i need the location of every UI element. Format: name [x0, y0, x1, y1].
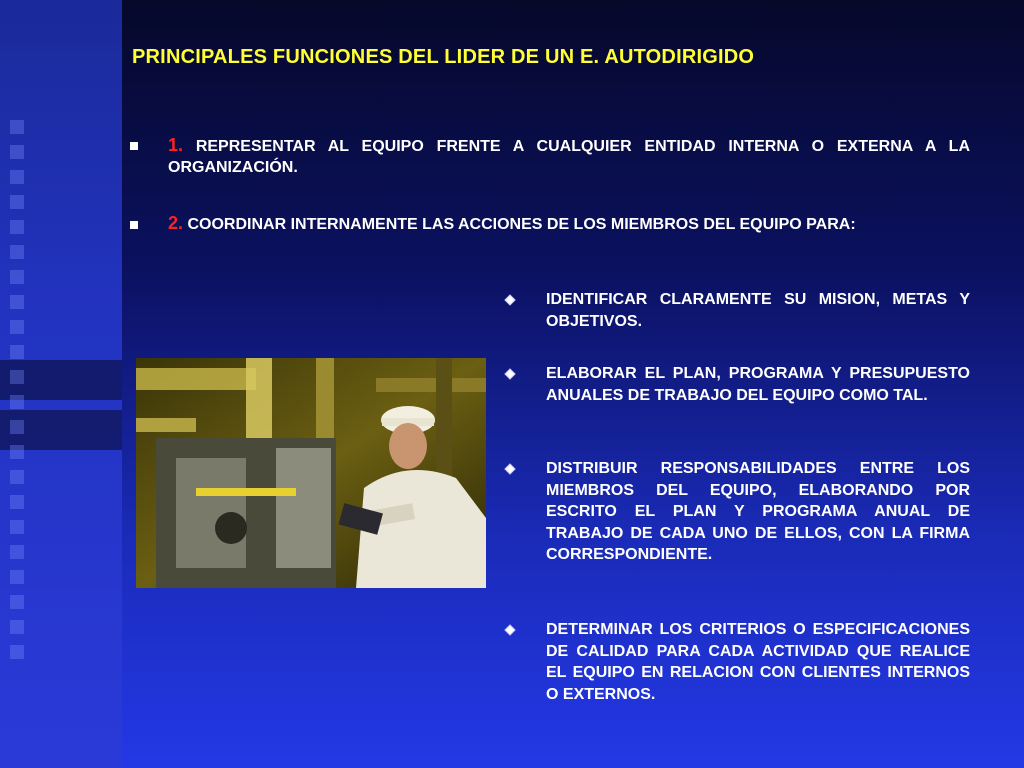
diamond-bullet-icon: [504, 368, 515, 379]
square-bullet-icon: [130, 142, 138, 150]
subpoint-3: DISTRIBUIR RESPONSABILIDADES ENTRE LOS MIEMBROS DEL EQUIPO, ELABORANDO POR ESCRITO EL PLAN Y PROGRAMA ANUAL DE TRABAJO DE CADA UNO DE ELLOS, CON LA FIRMA CORRESPONDIENTE.: [546, 460, 970, 563]
point-1: [168, 135, 970, 178]
point-number: 2.: [168, 213, 184, 233]
point-text: COORDINAR INTERNAMENTE LAS ACCIONES DE LOS MIEMBROS DEL EQUIPO PARA:: [187, 216, 856, 233]
slide-title: PRINCIPALES FUNCIONES DEL LIDER DE UN E. AUTODIRIGIDO: [132, 46, 755, 68]
subpoint-2: ELABORAR EL PLAN, PROGRAMA Y PRESUPUESTO ANUALES DE TRABAJO DEL EQUIPO COMO TAL.: [546, 365, 970, 404]
point-text: REPRESENTAR AL EQUIPO FRENTE A CUALQUIER ENTIDAD INTERNA O EXTERNA A LA ORGANIZACIÓN.: [168, 138, 970, 176]
subpoint-4: DETERMINAR LOS CRITERIOS O ESPECIFICACIONES DE CALIDAD PARA CADA ACTIVIDAD QUE REALICE EL EQUIPO EN RELACION CON CLIENTES INTERNOS O EXTERNOS.: [546, 621, 970, 703]
worker-photo: [136, 358, 486, 588]
subpoint-1: IDENTIFICAR CLARAMENTE SU MISION, METAS Y OBJETIVOS.: [546, 291, 970, 330]
decorative-squares: [6, 120, 30, 670]
point-number: 1.: [168, 135, 184, 155]
point-2: [168, 213, 970, 235]
diamond-bullet-icon: [504, 624, 515, 635]
diamond-bullet-icon: [504, 294, 515, 305]
left-decorative-strip: [0, 0, 122, 768]
diamond-bullet-icon: [504, 463, 515, 474]
square-bullet-icon: [130, 221, 138, 229]
